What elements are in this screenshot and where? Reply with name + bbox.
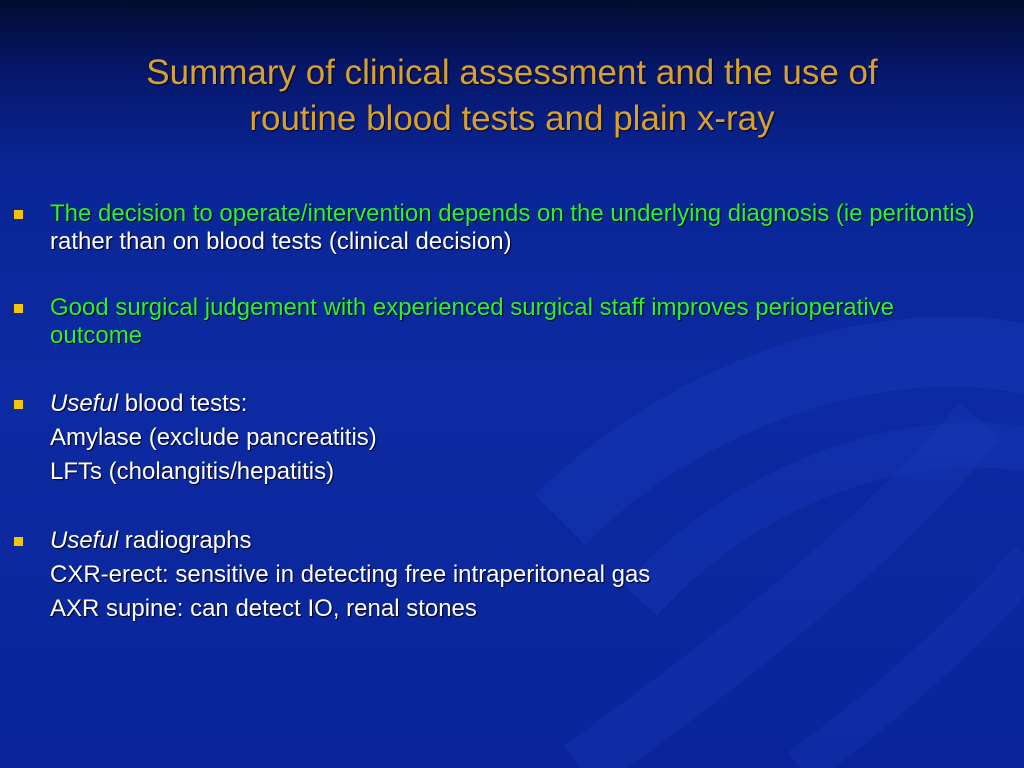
- bullet-item-decision: [50, 200, 990, 256]
- bullet-highlight-text: Good surgical judgement with experienced surgical staff improves perioperative outcome: [50, 294, 894, 349]
- bullet-highlight-text: The decision to operate/intervention depends on the underlying diagnosis (ie peritontis): [50, 200, 975, 227]
- square-bullet-icon: [14, 537, 23, 546]
- sub-item-cxr: CXR-erect: sensitive in detecting free intraperitoneal gas: [50, 561, 651, 588]
- slide-title: [40, 50, 984, 142]
- bullet-text: radiographs: [124, 527, 252, 554]
- bullet-item-blood-tests: [50, 390, 990, 418]
- sub-item-lfts: LFTs (cholangitis/hepatitis): [50, 458, 335, 485]
- bullet-item-judgement: [50, 294, 990, 350]
- sub-item-axr: AXR supine: can detect IO, renal stones: [50, 595, 477, 622]
- bullet-item-radiographs: [50, 527, 990, 555]
- bullet-italic-text: Useful: [50, 390, 119, 417]
- bullet-text: blood tests:: [124, 390, 248, 417]
- title-line-1: Summary of clinical assessment and the use of: [146, 53, 878, 92]
- bullet-text: rather than on blood tests (clinical decision): [50, 228, 512, 255]
- square-bullet-icon: [14, 400, 23, 409]
- bullet-italic-text: Useful: [50, 527, 119, 554]
- title-line-2: routine blood tests and plain x-ray: [249, 99, 775, 138]
- sub-item-amylase: Amylase (exclude pancreatitis): [50, 424, 377, 451]
- square-bullet-icon: [14, 304, 23, 313]
- square-bullet-icon: [14, 210, 23, 219]
